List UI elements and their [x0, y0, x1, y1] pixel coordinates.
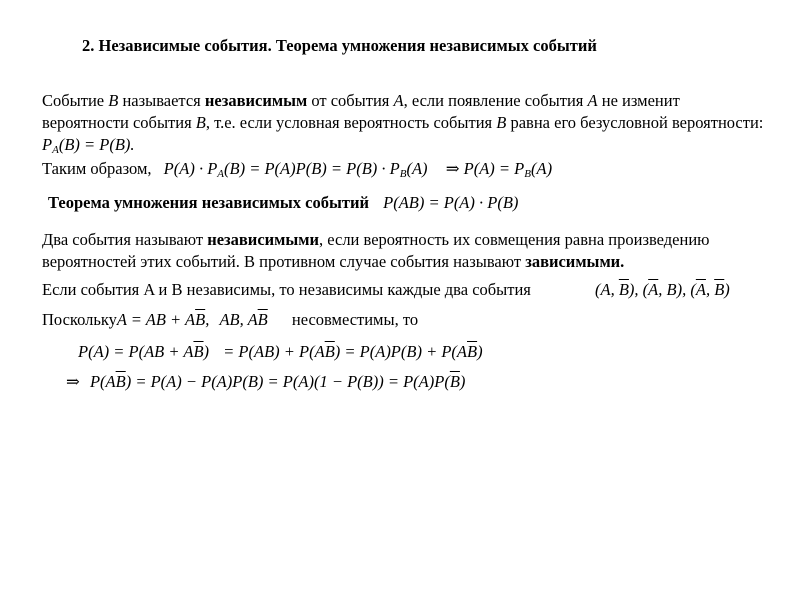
theorem-heading: Теорема умножения независимых событий P(AB) = P(A) · P(B) — [48, 193, 519, 212]
decomposition-formula: A = AB + $A\overline{B}$, — [116, 310, 210, 329]
since-label: Поскольку — [42, 310, 117, 329]
thus-result-formula: $P(A) = P_B(A)$ — [463, 159, 553, 180]
implies-icon: ⇒ — [66, 372, 80, 391]
thus-formula: $P(A) \cdot P_A(B) = P(A)P(B) = P(B) \cdot P_B(A)$ — [163, 159, 428, 180]
pairs-line — [42, 279, 531, 301]
pairs-formula: (A, $\overline{B}$), ($\overline{A}$, B), ($\overline{A}$, $\overline{B}$) — [595, 280, 730, 299]
equation-2: ⇒ $P(A\overline{B}) = P(A) - P(A)P(B) = P(A)(1 - P(B)) = P(A)P(\overline{B})$ — [66, 372, 466, 391]
since-line — [42, 309, 418, 331]
definition-paragraph: Событие B называется независимым от события A, если появление события A не изменит вероятности события B, т.е. если условная вероятность события B равна его безусловной вероятности: $P_A(B) = P(B)$. — [42, 91, 764, 156]
term-independent-plural: независимыми — [207, 230, 320, 249]
term-independent: независимым — [204, 91, 308, 110]
pairs-text: Если события A и B независимы, то независимы каждые два события — [42, 280, 531, 299]
thus-label: Таким образом, — [42, 159, 152, 178]
slide-title: 2. Независимые события. Теорема умножения независимых событий — [82, 36, 597, 55]
equation-1: $P(A) = P(AB + A\overline{B}) = P(AB) + P(A\overline{B}) = P(A)P(B) + P(A\overline{B})$ — [78, 342, 483, 361]
implies-icon: ⇒ — [445, 159, 460, 178]
disjoint-events-formula: AB, $A\overline{B}$ — [219, 310, 268, 329]
conditional-probability-formula: $P_A(B) = P(B)$. — [42, 135, 135, 156]
theorem-formula: P(AB) = P(A) · P(B) — [383, 193, 519, 212]
thus-line — [42, 158, 552, 185]
independent-definition: Два события называют независимыми, если вероятность их совмещения равна произведению вероятностей этих событий. В противном случае события называют зависимыми. — [42, 230, 710, 271]
since-tail: несовместимы, то — [291, 310, 419, 329]
term-dependent: зависимыми. — [525, 252, 625, 271]
